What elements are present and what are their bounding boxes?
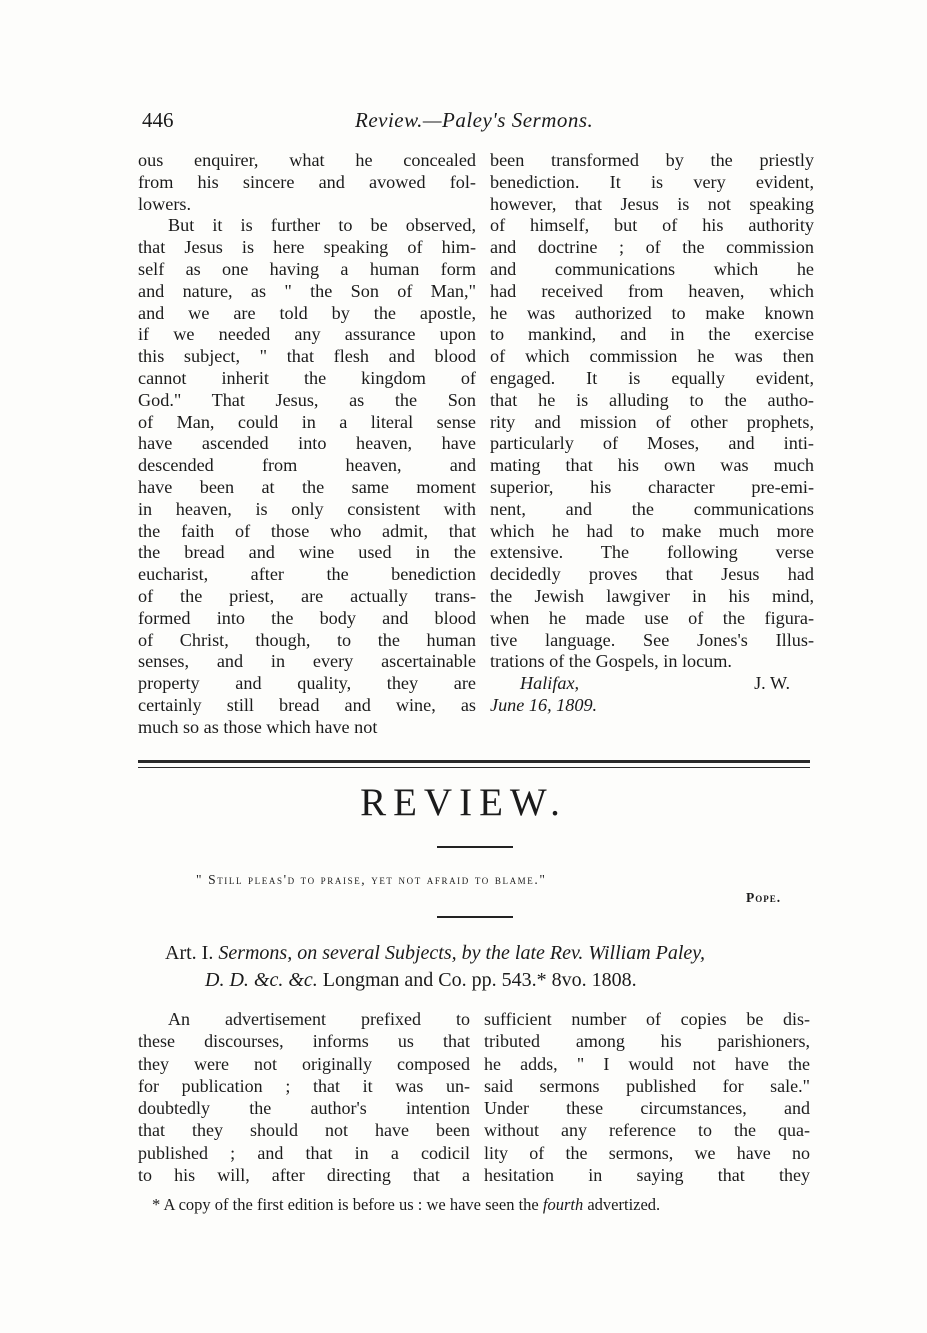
text-line: tributed among his parishioners, xyxy=(484,1031,810,1052)
text-line: senses, and in every ascertainable xyxy=(138,651,476,672)
letter-left-column xyxy=(138,150,476,739)
text-line: extensive. The following verse xyxy=(490,542,814,563)
footnote xyxy=(152,1195,660,1215)
footnote-emphasis: fourth xyxy=(542,1195,584,1214)
text-line: the Jewish lawgiver in his mind, xyxy=(490,585,814,606)
text-line: of the priest, are actually trans- xyxy=(138,585,476,606)
title-underline xyxy=(437,846,513,848)
article-prefix: Art. I. xyxy=(165,942,214,964)
article-title: Sermons, on several Subjects, by the late Rev. William Paley, xyxy=(218,942,706,964)
text-line: self as one having a human form xyxy=(138,258,476,279)
text-line: that Jesus is here speaking of him- xyxy=(138,237,476,258)
text-line: and nature, as " the Son of Man," xyxy=(138,280,476,301)
article-heading-line-1 xyxy=(165,940,817,967)
text-line: been transformed by the priestly xyxy=(490,150,814,170)
article-heading-line-2 xyxy=(165,967,817,994)
text-line: descended from heaven, and xyxy=(138,455,476,476)
text-line: to his will, after directing that a xyxy=(138,1165,470,1186)
text-line: rity and mission of other prophets, xyxy=(490,411,814,432)
text-line: published ; and that in a codicil xyxy=(138,1142,470,1163)
epigraph-author: Pope. xyxy=(746,890,782,905)
running-title: Review.—Paley's Sermons. xyxy=(355,108,594,132)
text-line: particularly of Moses, and inti- xyxy=(490,433,814,454)
text-line: lity of the sermons, we have no xyxy=(484,1142,810,1163)
page-number: 446 xyxy=(142,108,174,132)
letter-right-column xyxy=(490,150,814,717)
text-line: engaged. It is equally evident, xyxy=(490,367,814,388)
text-line: sufficient number of copies be dis- xyxy=(484,1009,810,1029)
text-line: this subject, " that flesh and blood xyxy=(138,346,476,367)
signature-row xyxy=(490,673,814,695)
article-publication: Longman and Co. pp. 543.* 8vo. 1808. xyxy=(322,969,637,991)
text-line: much so as those which have not xyxy=(138,716,378,737)
text-line: which he had to make much more xyxy=(490,520,814,541)
text-line: eucharist, after the benediction xyxy=(138,564,476,585)
text-line: he adds, " I would not have the xyxy=(484,1053,810,1074)
text-line: But it is further to be observed, xyxy=(168,215,476,236)
text-line: said sermons published for sale." xyxy=(484,1075,810,1096)
text-line: that he is alluding to the autho- xyxy=(490,389,814,410)
text-line: in heaven, is only consistent with xyxy=(138,498,476,519)
footnote-text: * A copy of the first edition is before us : we have seen the xyxy=(152,1195,539,1214)
text-line: ous enquirer, what he concealed xyxy=(138,150,476,170)
text-line: and we are told by the apostle, xyxy=(138,302,476,323)
text-line: of himself, but of his authority xyxy=(490,215,814,236)
text-line: God." That Jesus, as the Son xyxy=(138,389,476,410)
text-line: that they should not have been xyxy=(138,1120,470,1141)
text-line: he was authorized to make known xyxy=(490,302,814,323)
text-line: and doctrine ; of the commission xyxy=(490,237,814,258)
section-divider-thin xyxy=(138,767,810,768)
text-line: hesitation in saying that they xyxy=(484,1165,810,1186)
text-line: they were not originally composed xyxy=(138,1053,470,1074)
section-divider-thick xyxy=(138,760,810,763)
section-title: REVIEW. xyxy=(360,781,567,824)
text-line: without any reference to the qua- xyxy=(484,1120,810,1141)
text-line: property and quality, they are xyxy=(138,673,476,694)
text-line: of Man, could in a literal sense xyxy=(138,411,476,432)
text-line: however, that Jesus is not speaking xyxy=(490,193,814,214)
text-line: these discourses, informs us that xyxy=(138,1031,470,1052)
signature-city: Halifax, xyxy=(520,673,580,694)
review-body-left-column xyxy=(138,1008,470,1186)
text-line: from his sincere and avowed fol- xyxy=(138,171,476,192)
text-line: the bread and wine used in the xyxy=(138,542,476,563)
text-line: doubtedly the author's intention xyxy=(138,1098,470,1119)
epigraph-underline xyxy=(437,916,513,918)
text-line: lowers. xyxy=(138,193,192,214)
signature-initials: J. W. xyxy=(754,673,790,694)
text-line: if we needed any assurance upon xyxy=(138,324,476,345)
text-line: for publication ; that it was un- xyxy=(138,1075,470,1096)
text-line: Under these circumstances, and xyxy=(484,1098,810,1119)
text-line: of Christ, though, to the human xyxy=(138,629,476,650)
text-line: benediction. It is very evident, xyxy=(490,171,814,192)
text-line: had received from heaven, which xyxy=(490,280,814,301)
text-line: have ascended into heaven, have xyxy=(138,433,476,454)
text-line: trations of the Gospels, in locum. xyxy=(490,651,732,672)
article-heading xyxy=(165,940,817,994)
text-line: the faith of those who admit, that xyxy=(138,520,476,541)
text-line: decidedly proves that Jesus had xyxy=(490,564,814,585)
signature-date: June 16, 1809. xyxy=(490,694,598,715)
text-line: of which commission he was then xyxy=(490,346,814,367)
text-line: have been at the same moment xyxy=(138,476,476,497)
text-line: An advertisement prefixed to xyxy=(168,1009,470,1029)
text-line: cannot inherit the kingdom of xyxy=(138,367,476,388)
review-body-right-column xyxy=(484,1008,810,1186)
article-author-degree: D. D. &c. &c. xyxy=(205,969,318,991)
text-line: when he made use of the figura- xyxy=(490,607,814,628)
epigraph: " Still pleas'd to praise, yet not afraid to blame." xyxy=(196,872,547,887)
text-line: nent, and the communications xyxy=(490,498,814,519)
footnote-end: advertized. xyxy=(587,1195,661,1214)
text-line: superior, his character pre-emi- xyxy=(490,476,814,497)
text-line: tive language. See Jones's Illus- xyxy=(490,629,814,650)
text-line: formed into the body and blood xyxy=(138,607,476,628)
text-line: mating that his own was much xyxy=(490,455,814,476)
text-line: certainly still bread and wine, as xyxy=(138,694,476,715)
text-line: to mankind, and in the exercise xyxy=(490,324,814,345)
text-line: and communications which he xyxy=(490,258,814,279)
